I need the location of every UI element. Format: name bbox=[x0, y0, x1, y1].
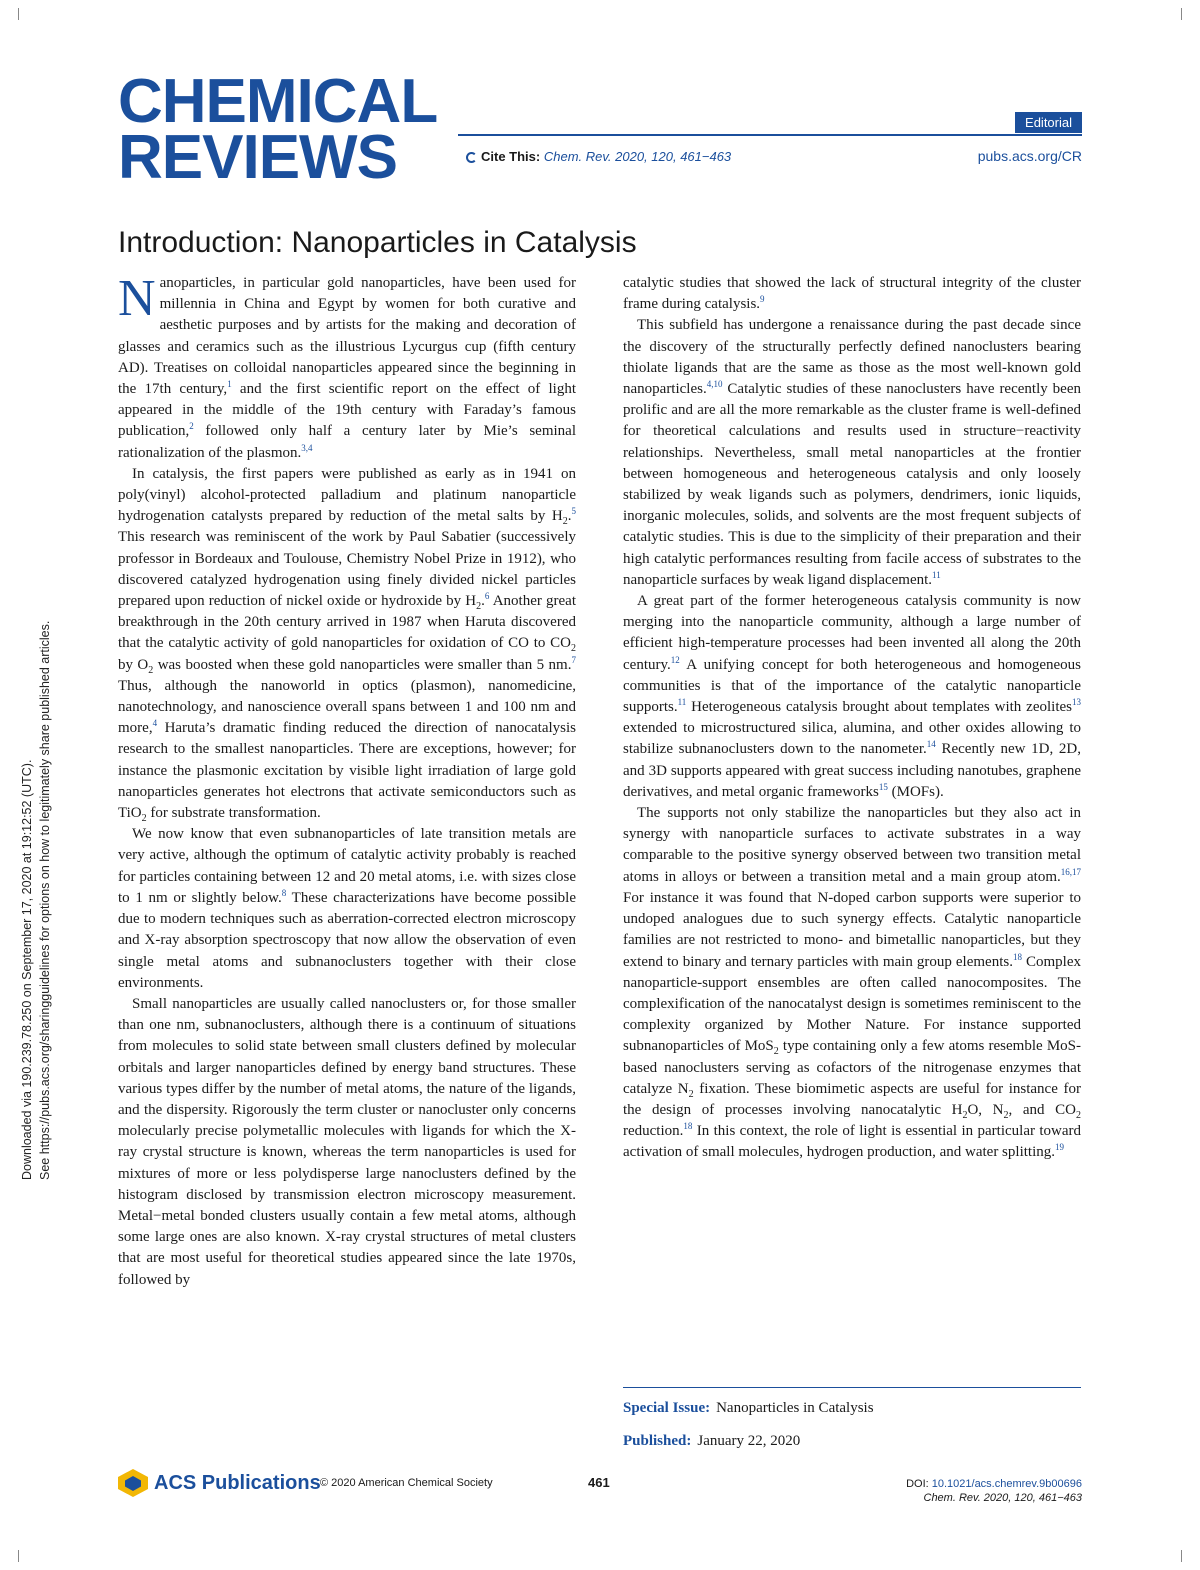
acs-publications-logo[interactable] bbox=[116, 1468, 321, 1498]
download-notice bbox=[18, 460, 54, 1180]
crop-mark bbox=[1181, 1550, 1182, 1562]
crop-mark bbox=[18, 8, 19, 20]
citation-ref[interactable]: 11 bbox=[932, 569, 941, 580]
citation-ref[interactable]: 4,10 bbox=[706, 379, 723, 390]
paragraph: We now know that even subnanoparticles of late transition metals are very active, although the optimum of catalytic activity probably is reached for particles containing between 12 and 20 metal atoms, i.e. with sizes close to 1 nm or slightly below.$^8$ These characterizations have become possible due to modern techniques such as aberration-corrected electron microscopy and X-ray absorption spectroscopy that now allow the observation of even single metal atoms and subnanoclusters together with their close environments. bbox=[118, 826, 576, 991]
publisher-name: ACS Publications bbox=[154, 1471, 321, 1494]
cite-reference[interactable]: Chem. Rev. 2020, 120, 461−463 bbox=[543, 149, 732, 164]
citation-ref[interactable]: 14 bbox=[926, 739, 936, 750]
download-notice-line1: Downloaded via 190.239.78.250 on September 17, 2020 at 19:12:52 (UTC). bbox=[20, 759, 34, 1180]
doi-label: DOI: bbox=[906, 1478, 929, 1490]
citation-ref[interactable]: 3,4 bbox=[301, 442, 313, 453]
citation-ref[interactable]: 19 bbox=[1054, 1142, 1064, 1153]
doi-link[interactable]: 10.1021/acs.chemrev.9b00696 bbox=[931, 1478, 1082, 1490]
acs-hexagon-icon bbox=[116, 1468, 150, 1498]
journal-name-line2: REVIEWS bbox=[118, 123, 397, 192]
doi-block bbox=[906, 1477, 1082, 1505]
refresh-icon bbox=[466, 152, 477, 163]
body-column-right bbox=[623, 273, 1081, 1164]
citation-ref[interactable]: 15 bbox=[878, 781, 888, 792]
special-issue-line bbox=[623, 1400, 874, 1417]
citation-ref[interactable]: 12 bbox=[670, 654, 680, 665]
paragraph: A great part of the former heterogeneous catalysis community is now merging into the nanoparticle community, although a large number of efficient high-temperature processes had been invented all along the 20th century.$^{12}$ A unifying concept for both heterogeneous and homogeneous communities is that of the importance of the catalytic nanoparticle supports.$^{11}$ Heterogeneous catalysis brought about templates with zeolites$^{13}$ extended to microstructured silica, alumina, and other oxides allowing to stabilize subnanoclusters down to the nanometer.$^{14}$ Recently new 1D, 2D, and 3D supports appeared with great success including nanotubes, graphene derivatives, and metal organic frameworks$^{15}$ (MOFs). bbox=[623, 593, 1081, 800]
paragraph: Small nanoparticles are usually called nanoclusters or, for those smaller than one nm, subnanoclusters, although there is a continuum of situations from molecules to solid state between small clusters defined by molecular orbitals and larger nanoparticles defined by energy band structures. These various types differ by the number of metal atoms, the nature of the ligands, and the dispersity. Rigorously the term cluster or nanocluster only concerns molecularly precise polymetallic molecules with ligands for which the X-ray crystal structure is known, whereas the term nanoparticles is used for mixtures of more or less polydisperse large nanoclusters defined by the histogram disclosed by transmission electron microscopy measurement. Metal−metal bonded clusters usually contain a few metal atoms, although some large ones are also known. X-ray crystal structures of metal clusters that are most useful for theoretical studies appeared since the late 1970s, followed by bbox=[118, 995, 576, 1288]
paragraph: The supports not only stabilize the nanoparticles but they also act in synergy with nanoparticle surfaces to activate substrates in a way comparable to the positive synergy observed between two transition metal atoms in alloys or between a transition metal and a main group atom.$^{16,17}$ For instance it was found that N-doped carbon supports were superior to undoped analogues due to such synergy effects. Catalytic nanoparticle families are not restricted to mono- and bimetallic nanoparticles, but they extend to binary and ternary particles with main group elements.$^{18}$ Complex nanoparticle-support ensembles are often called nanocomposites. The complexification of the nanocatalyst design is sometimes reminiscent to the complexity organized by Mother Nature. For instance supported subnanoparticles of MoS$_2$ type containing only a few atoms resemble MoS-based nanoclusters serving as cofactors of the nitrogenase enzymes that catalyze $N_2$ fixation. These biomimetic aspects are useful for instance for the design of processes involving nanocatalytic $H_2O$, $N_2$, and $CO_2$ reduction.$^{18}$ In this context, the role of light is essential in particular toward activation of small molecules, hydrogen production, and water splitting.$^{19}$ bbox=[623, 805, 1081, 1161]
journal-masthead bbox=[118, 67, 478, 192]
download-notice-line2[interactable]: See https://pubs.acs.org/sharingguidelines for options on how to legitimately share published articles. bbox=[38, 620, 52, 1180]
copyright-notice: © 2020 American Chemical Society bbox=[320, 1477, 493, 1489]
published-line bbox=[623, 1433, 800, 1450]
crop-mark bbox=[18, 1550, 19, 1562]
paragraph: This subfield has undergone a renaissance during the past decade since the discovery of the structurally perfectly defined nanoclusters bearing thiolate ligands that are the same as those as the most well-known gold nanoparticles.$^{4,10}$ Catalytic studies of these nanoclusters have recently been prolific and are all the more remarkable as the cluster frame is well-defined for theoretical calculations and results used in structure−reactivity relationships. Nevertheless, small metal nanoparticles at the frontier between homogeneous and heterogeneous catalysis and only loosely stabilized by weak ligands such as polymers, dendrimers, ionic liquids, inorganic molecules, solids, and solvents are the most frequent subjects of catalytic studies. This is due to the simplicity of their preparation and their high catalytic performances resulting from facile access of substrates to the nanoparticle surfaces by weak ligand displacement.$^{11}$ bbox=[623, 317, 1081, 588]
cite-label: Cite This: bbox=[481, 149, 541, 164]
special-issue-value[interactable]: Nanoparticles in Catalysis bbox=[716, 1400, 874, 1416]
journal-reference: Chem. Rev. 2020, 120, 461−463 bbox=[923, 1492, 1082, 1504]
citation-ref[interactable]: 7 bbox=[571, 654, 576, 665]
citation-ref[interactable]: 18 bbox=[1012, 951, 1022, 962]
body-column-left bbox=[118, 270, 576, 1291]
article-title: Introduction: Nanoparticles in Catalysis bbox=[118, 226, 637, 259]
paragraph: In catalysis, the first papers were published as early as in 1941 on poly(vinyl) alcohol-protected palladium and platinum nanoparticle hydrogenation catalysts prepared by reduction of the metal salts by $H_2.^5$ This research was reminiscent of the work by Paul Sabatier (successively professor in Bordeaux and Toulouse, Chemistry Nobel Prize in 1912), who discovered catalyzed hydrogenation using finely divided nickel particles prepared upon reduction of nickel oxide or hydroxide by $H_2.^6$ Another great breakthrough in the 20th century arrived in 1987 when Haruta discovered that the catalytic activity of gold nanoparticles for oxidation of CO to $CO_2$ by $O_2$ was boosted when these gold nanoparticles were smaller than 5 nm.$^7$ Thus, although the nanoworld in optics (plasmon), nanomedicine, nanotechnology, and nanoscience overall spans between 1 and 100 nm and more,$^4$ Haruta’s dramatic finding reduced the direction of nanocatalysis research to the smallest nanoparticles. There are exceptions, however; for instance the plasmonic excitation by visible light irradiation of large gold nanoparticles generates hot electrons that activate semiconductors such as TiO$_2$ for substrate transformation. bbox=[118, 465, 576, 825]
meta-divider bbox=[623, 1387, 1081, 1388]
paragraph-continued: catalytic studies that showed the lack of structural integrity of the cluster frame during catalysis.$^9$ bbox=[623, 275, 1081, 313]
published-date: January 22, 2020 bbox=[697, 1433, 801, 1449]
citation-ref[interactable]: 16,17 bbox=[1060, 866, 1081, 877]
published-label: Published: bbox=[623, 1433, 692, 1449]
paragraph: Nanoparticles, in particular gold nanoparticles, have been used for millennia in China and Egypt by women for both curative and aesthetic purposes and by artists for the making and decoration of glasses and ceramics such as the illustrious Lycurgus cup (fifth century AD). Treatises on colloidal nanoparticles appeared since the beginning in the 17th century,$^1$ and the first scientific report on the effect of light appeared in the middle of the 19th century with Faraday’s famous publication,$^2$ followed only half a century later by Mie’s seminal rationalization of the plasmon.$^{3,4}$ bbox=[118, 270, 576, 461]
header-rule bbox=[458, 134, 1082, 136]
citation-ref[interactable]: 13 bbox=[1072, 697, 1081, 708]
article-type-badge: Editorial bbox=[1015, 112, 1082, 133]
citation-ref[interactable]: 1 bbox=[227, 379, 232, 390]
cite-this[interactable] bbox=[466, 149, 731, 164]
crop-mark bbox=[1181, 8, 1182, 20]
drop-cap: N bbox=[118, 270, 156, 327]
citation-ref[interactable]: 5 bbox=[571, 506, 576, 517]
citation-ref[interactable]: 4 bbox=[152, 718, 158, 729]
site-url-link[interactable]: pubs.acs.org/CR bbox=[977, 148, 1082, 164]
citation-ref[interactable]: 2 bbox=[189, 421, 194, 432]
citation-ref[interactable]: 8 bbox=[281, 887, 287, 898]
citation-ref[interactable]: 9 bbox=[760, 294, 765, 305]
citation-ref[interactable]: 6 bbox=[484, 591, 490, 602]
journal-name-line1: CHEMICAL bbox=[118, 67, 438, 136]
citation-ref[interactable]: 18 bbox=[683, 1121, 693, 1132]
special-issue-label: Special Issue: bbox=[623, 1400, 711, 1416]
page-number: 461 bbox=[588, 1475, 610, 1490]
citation-ref[interactable]: 11 bbox=[677, 697, 687, 708]
